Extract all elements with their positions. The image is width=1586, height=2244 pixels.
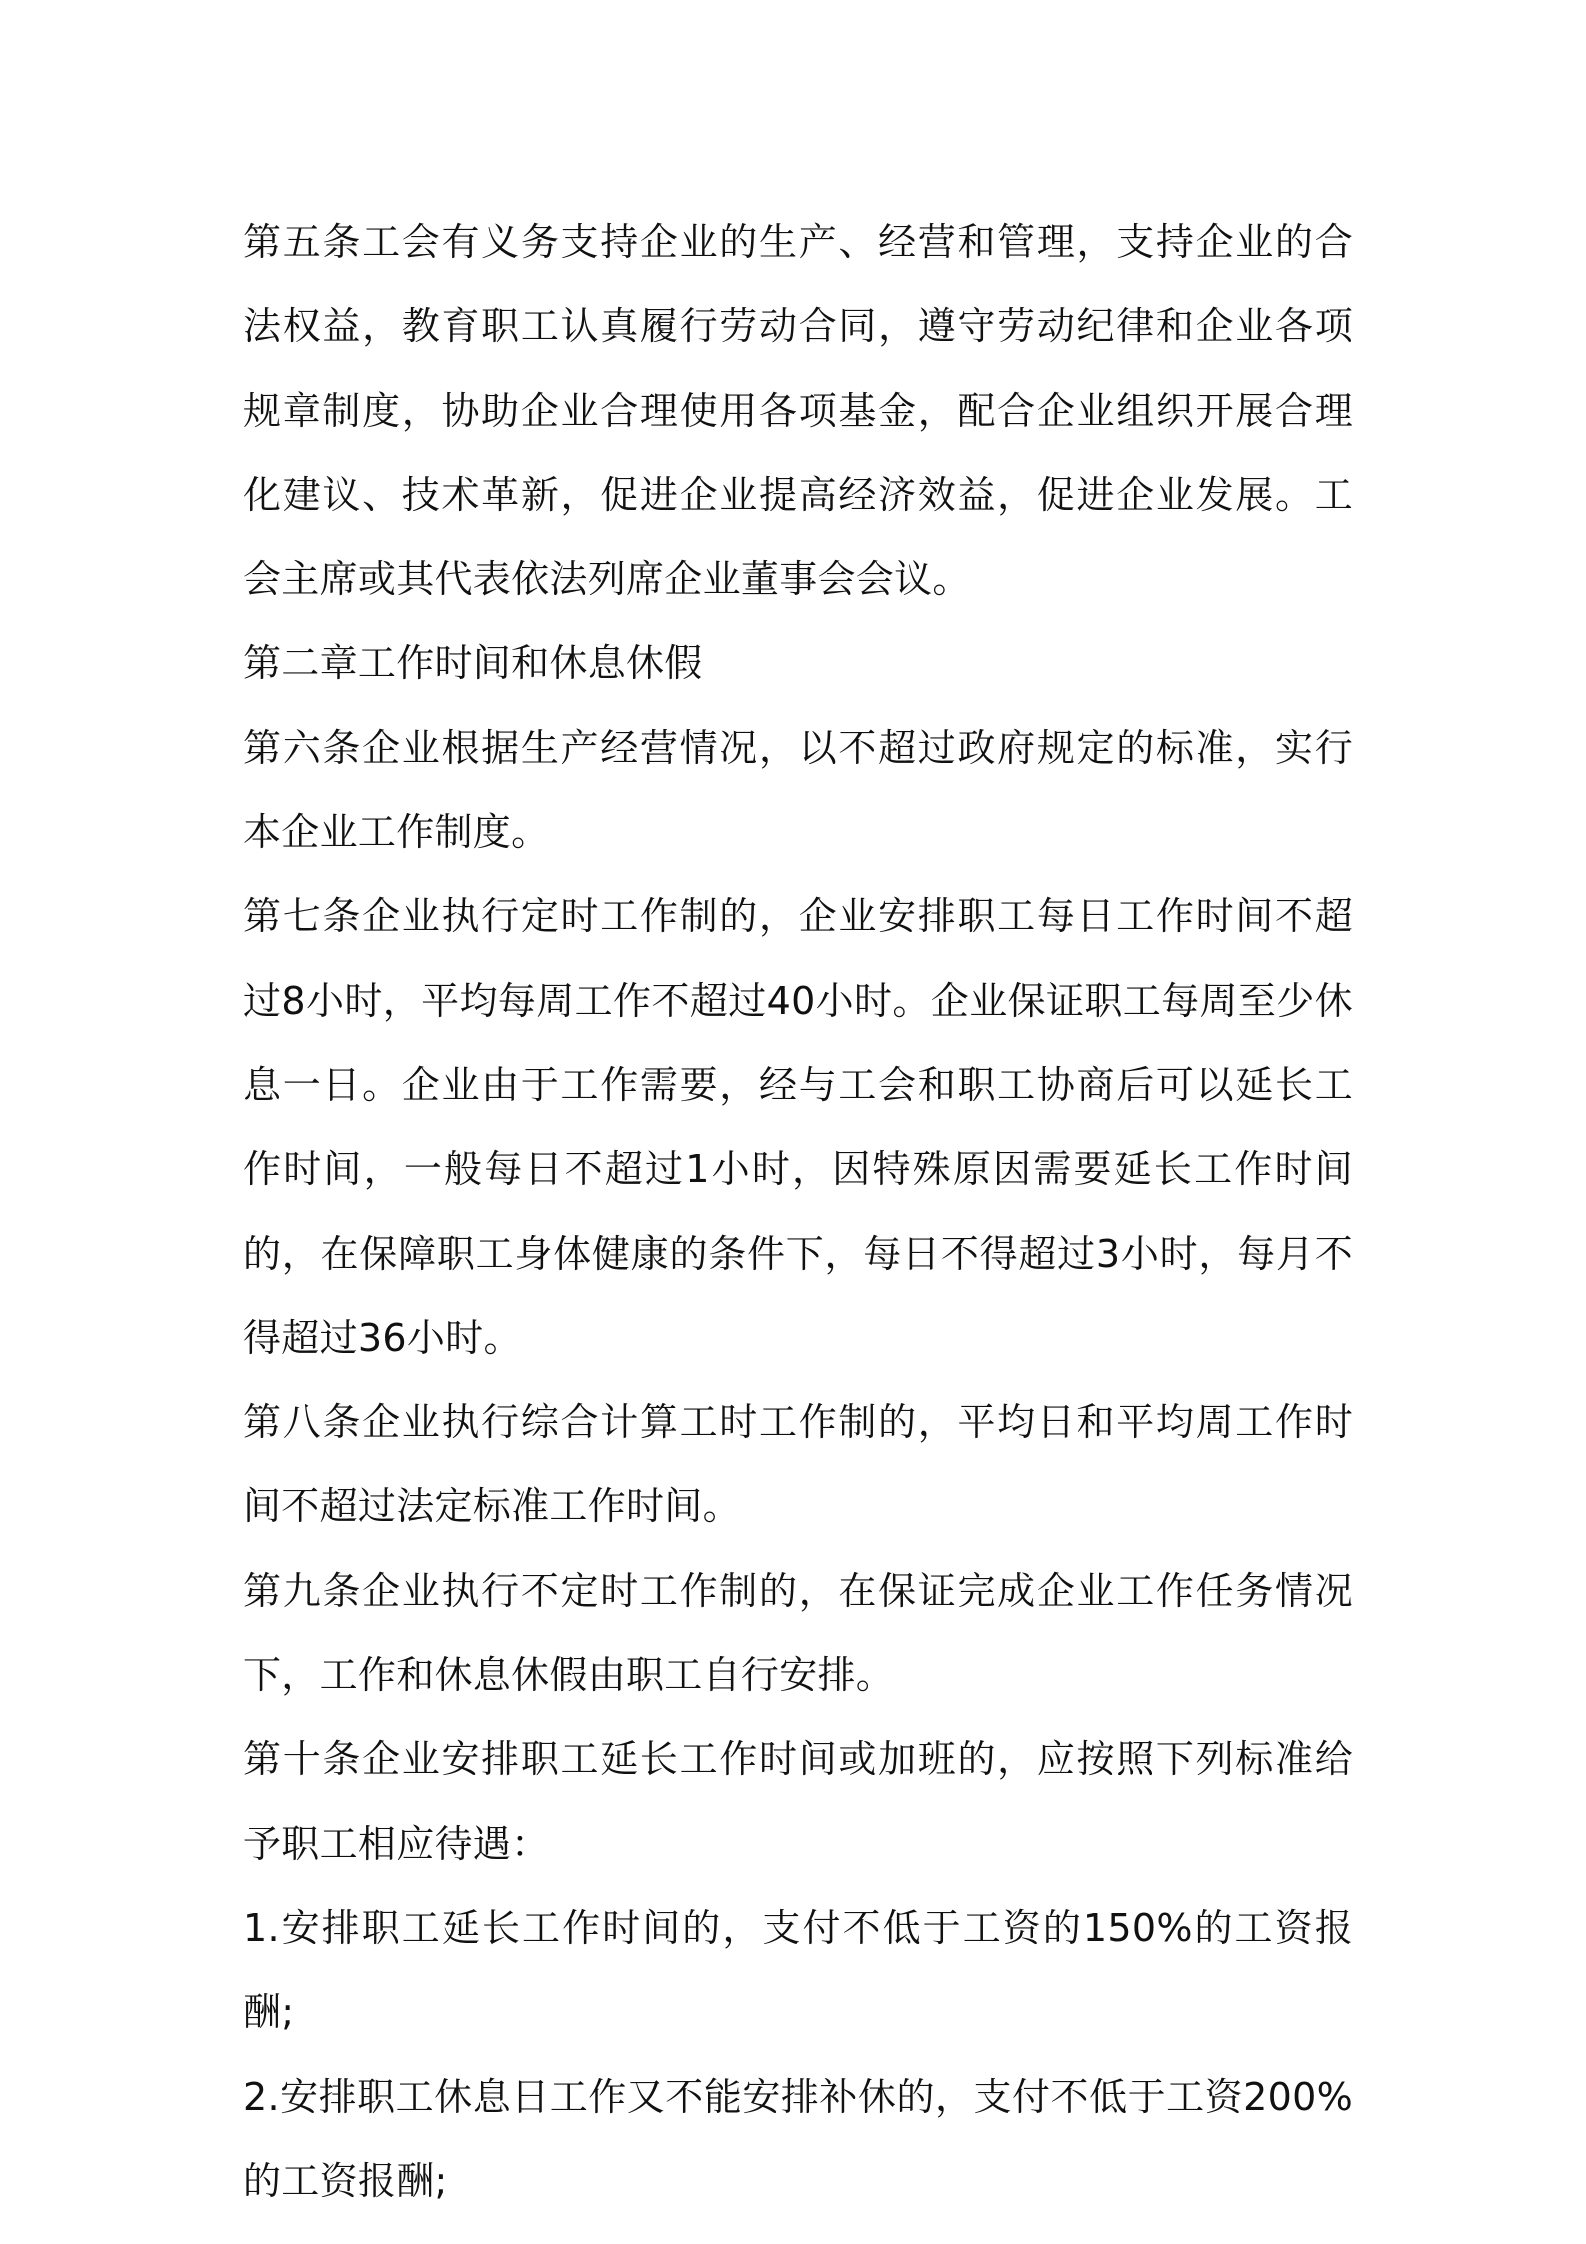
article-9-paragraph: 第九条企业执行不定时工作制的，在保证完成企业工作任务情况下，工作和休息休假由职工自行安排。 [243,1568,1353,1698]
chapter-2-heading: 第二章工作时间和休息休假 [243,641,703,686]
article-7-paragraph: 第七条企业执行定时工作制的，企业安排职工每日工作时间不超过8小时，平均每周工作不超过40小时。企业保证职工每周至少休息一日。企业由于工作需要，经与工会和职工协商后可以延长工作时间，一般每日不超过1小时，因特殊原因需要延长工作时间的，在保障职工身体健康的条件下，每日不得超过3小时，每月不得超过36小时。 [243,894,1353,1360]
article-5-paragraph: 第五条工会有义务支持企业的生产、经营和管理，支持企业的合法权益，教育职工认真履行劳动合同，遵守劳动纪律和企业各项规章制度，协助企业合理使用各项基金，配合企业组织开展合理化建议、技术革新，促进企业提高经济效益，促进企业发展。工会主席或其代表依法列席企业董事会会议。 [243,220,1353,602]
article-8-paragraph: 第八条企业执行综合计算工时工作制的，平均日和平均周工作时间不超过法定标准工作时间。 [243,1400,1353,1529]
list-item-2: 2.安排职工休息日工作又不能安排补休的，支付不低于工资200%的工资报酬; [243,2074,1353,2203]
document-body [243,200,1353,2223]
article-10-paragraph: 第十条企业安排职工延长工作时间或加班的，应按照下列标准给予职工相应待遇： [243,1737,1353,1866]
list-item-1: 1.安排职工延长工作时间的，支付不低于工资的150%的工资报酬; [243,1905,1353,2035]
article-6-paragraph: 第六条企业根据生产经营情况，以不超过政府规定的标准，实行本企业工作制度。 [243,725,1353,855]
